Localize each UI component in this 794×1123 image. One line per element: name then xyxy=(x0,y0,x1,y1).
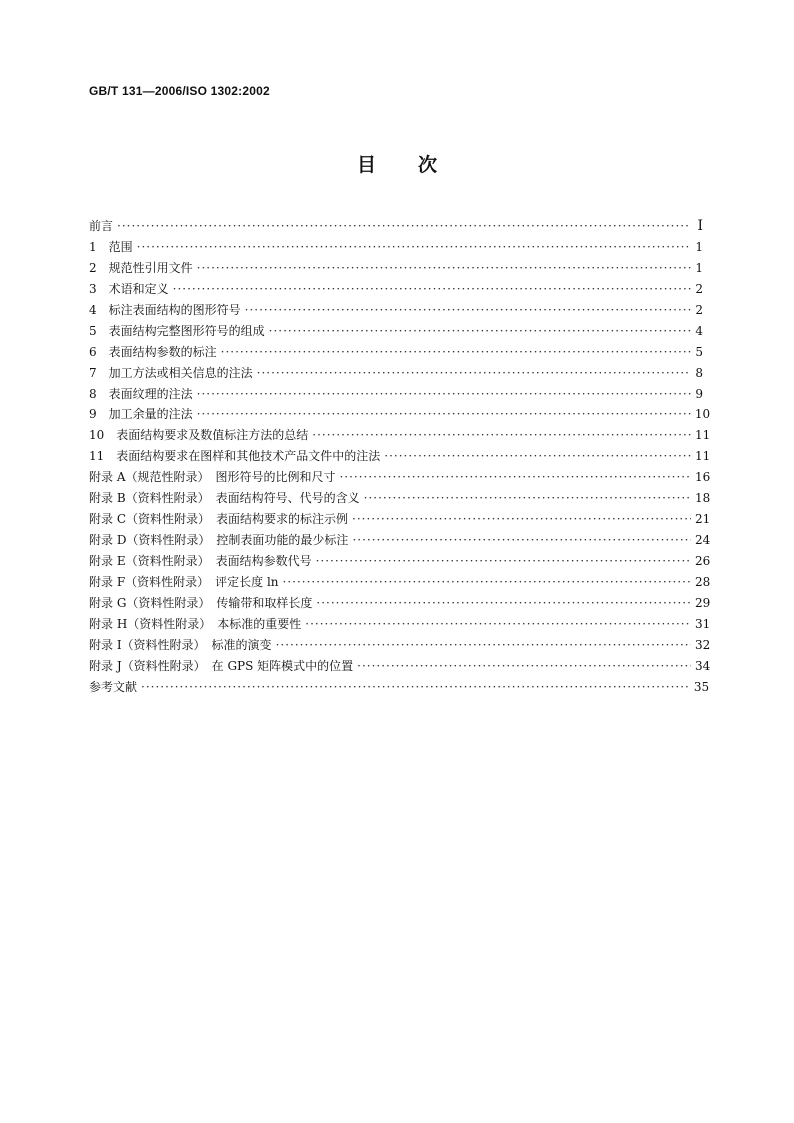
toc-entry-label: 附录 D（资料性附录） 控制表面功能的最少标注 xyxy=(89,533,349,548)
toc-entry-page: 9 xyxy=(695,386,703,401)
toc-entry[interactable] xyxy=(89,488,711,509)
toc-entry-page: 5 xyxy=(695,344,703,359)
toc-leader-dots xyxy=(352,509,691,530)
toc-entry[interactable] xyxy=(89,614,711,635)
toc-entry[interactable] xyxy=(89,509,711,530)
toc-entry-label: 10 表面结构要求及数值标注方法的总结 xyxy=(89,428,309,443)
toc-entry-page: 16 xyxy=(695,470,711,485)
toc-entry-page: 8 xyxy=(695,365,703,380)
toc-entry-label: 附录 E（资料性附录） 表面结构参数代号 xyxy=(89,554,312,568)
toc-entry-label: 1 范围 xyxy=(89,239,133,254)
toc-leader-dots xyxy=(245,300,691,321)
toc-entry-page: 1 xyxy=(695,260,703,275)
toc-entry[interactable] xyxy=(89,677,710,698)
toc-entry-label: 附录 F（资料性附录） 评定长度 ln xyxy=(89,574,279,589)
toc-entry[interactable] xyxy=(89,258,703,279)
toc-entry-page: 2 xyxy=(695,302,703,317)
toc-entry[interactable] xyxy=(89,342,703,363)
toc-entry-label: 附录 B（资料性附录） 表面结构符号、代号的含义 xyxy=(89,491,360,506)
toc-entry-label: 附录 C（资料性附录） 表面结构要求的标注示例 xyxy=(89,512,348,527)
toc-entry-page: 10 xyxy=(694,407,711,422)
toc-leader-dots xyxy=(257,363,691,384)
toc-leader-dots xyxy=(352,530,691,551)
toc-entry-page: 31 xyxy=(695,616,711,631)
title-part-1: 目 xyxy=(356,154,376,176)
standard-code: GB/T 131—2006/ISO 1302:2002 xyxy=(89,84,270,98)
table-of-contents xyxy=(89,216,711,698)
toc-entry-label: 前言 xyxy=(89,219,114,233)
toc-entry-page: 35 xyxy=(693,679,710,694)
toc-leader-dots xyxy=(305,614,691,635)
toc-entry-page: 29 xyxy=(695,595,711,610)
toc-entry-label: 7 加工方法或相关信息的注法 xyxy=(89,365,253,380)
toc-entry-page: I xyxy=(697,218,703,234)
toc-entry[interactable] xyxy=(89,572,711,593)
toc-entry[interactable] xyxy=(89,593,711,614)
toc-leader-dots xyxy=(312,425,691,446)
toc-leader-dots xyxy=(197,404,691,425)
toc-leader-dots xyxy=(141,677,690,698)
page-title xyxy=(0,150,794,177)
toc-entry-label: 参考文献 xyxy=(89,679,138,694)
toc-entry-label: 9 加工余量的注法 xyxy=(89,407,193,422)
toc-leader-dots xyxy=(197,384,691,405)
toc-entry-page: 11 xyxy=(695,428,711,443)
toc-leader-dots xyxy=(364,488,691,509)
toc-entry-page: 4 xyxy=(695,323,703,338)
toc-entry[interactable] xyxy=(89,384,703,405)
toc-leader-dots xyxy=(283,572,691,593)
toc-entry-label: 附录 J（资料性附录） 在 GPS 矩阵模式中的位置 xyxy=(89,658,354,673)
toc-entry[interactable] xyxy=(89,404,711,425)
toc-entry[interactable] xyxy=(89,467,711,488)
toc-entry[interactable] xyxy=(89,530,711,551)
toc-entry[interactable] xyxy=(89,216,703,237)
toc-entry-label: 3 术语和定义 xyxy=(89,281,169,296)
toc-entry-page: 28 xyxy=(695,574,711,589)
toc-leader-dots xyxy=(221,342,691,363)
toc-entry[interactable] xyxy=(89,635,711,656)
toc-entry[interactable] xyxy=(89,363,703,384)
toc-entry-page: 21 xyxy=(695,512,711,527)
toc-entry[interactable] xyxy=(89,321,703,342)
toc-entry-page: 11 xyxy=(695,449,711,464)
toc-leader-dots xyxy=(276,635,691,656)
toc-entry-label: 2 规范性引用文件 xyxy=(89,260,193,275)
toc-leader-dots xyxy=(357,656,691,677)
toc-entry-page: 26 xyxy=(695,554,711,568)
toc-entry[interactable] xyxy=(89,300,703,321)
toc-leader-dots xyxy=(197,258,691,279)
toc-entry[interactable] xyxy=(89,656,711,677)
toc-entry-page: 1 xyxy=(695,239,703,254)
toc-entry-page: 18 xyxy=(695,491,711,506)
toc-entry-label: 4 标注表面结构的图形符号 xyxy=(89,302,241,317)
toc-entry[interactable] xyxy=(89,551,711,572)
toc-leader-dots xyxy=(384,446,691,467)
toc-leader-dots xyxy=(173,279,691,300)
toc-leader-dots xyxy=(269,321,691,342)
toc-entry-label: 附录 G（资料性附录） 传输带和取样长度 xyxy=(89,595,313,610)
toc-entry-page: 24 xyxy=(695,533,711,548)
toc-leader-dots xyxy=(117,216,691,237)
toc-entry[interactable] xyxy=(89,279,703,300)
toc-entry-label: 附录 H（资料性附录） 本标准的重要性 xyxy=(89,616,302,631)
toc-entry-label: 附录 A（规范性附录） 图形符号的比例和尺寸 xyxy=(89,470,336,485)
toc-entry-label: 11 表面结构要求在图样和其他技术产品文件中的注法 xyxy=(89,449,381,464)
toc-leader-dots xyxy=(339,467,691,488)
toc-entry-label: 附录 I（资料性附录） 标准的演变 xyxy=(89,637,272,652)
toc-leader-dots xyxy=(316,551,691,572)
toc-entry-page: 2 xyxy=(695,281,703,296)
toc-entry[interactable] xyxy=(89,237,703,258)
toc-entry-label: 6 表面结构参数的标注 xyxy=(89,344,217,359)
title-part-2: 次 xyxy=(418,154,438,176)
toc-entry-label: 8 表面纹理的注法 xyxy=(89,386,193,401)
toc-leader-dots xyxy=(137,237,691,258)
toc-entry-label: 5 表面结构完整图形符号的组成 xyxy=(89,323,265,338)
toc-entry[interactable] xyxy=(89,446,711,467)
toc-entry-page: 32 xyxy=(695,637,711,652)
toc-entry-page: 34 xyxy=(695,658,711,673)
toc-leader-dots xyxy=(316,593,691,614)
toc-entry[interactable] xyxy=(89,425,711,446)
